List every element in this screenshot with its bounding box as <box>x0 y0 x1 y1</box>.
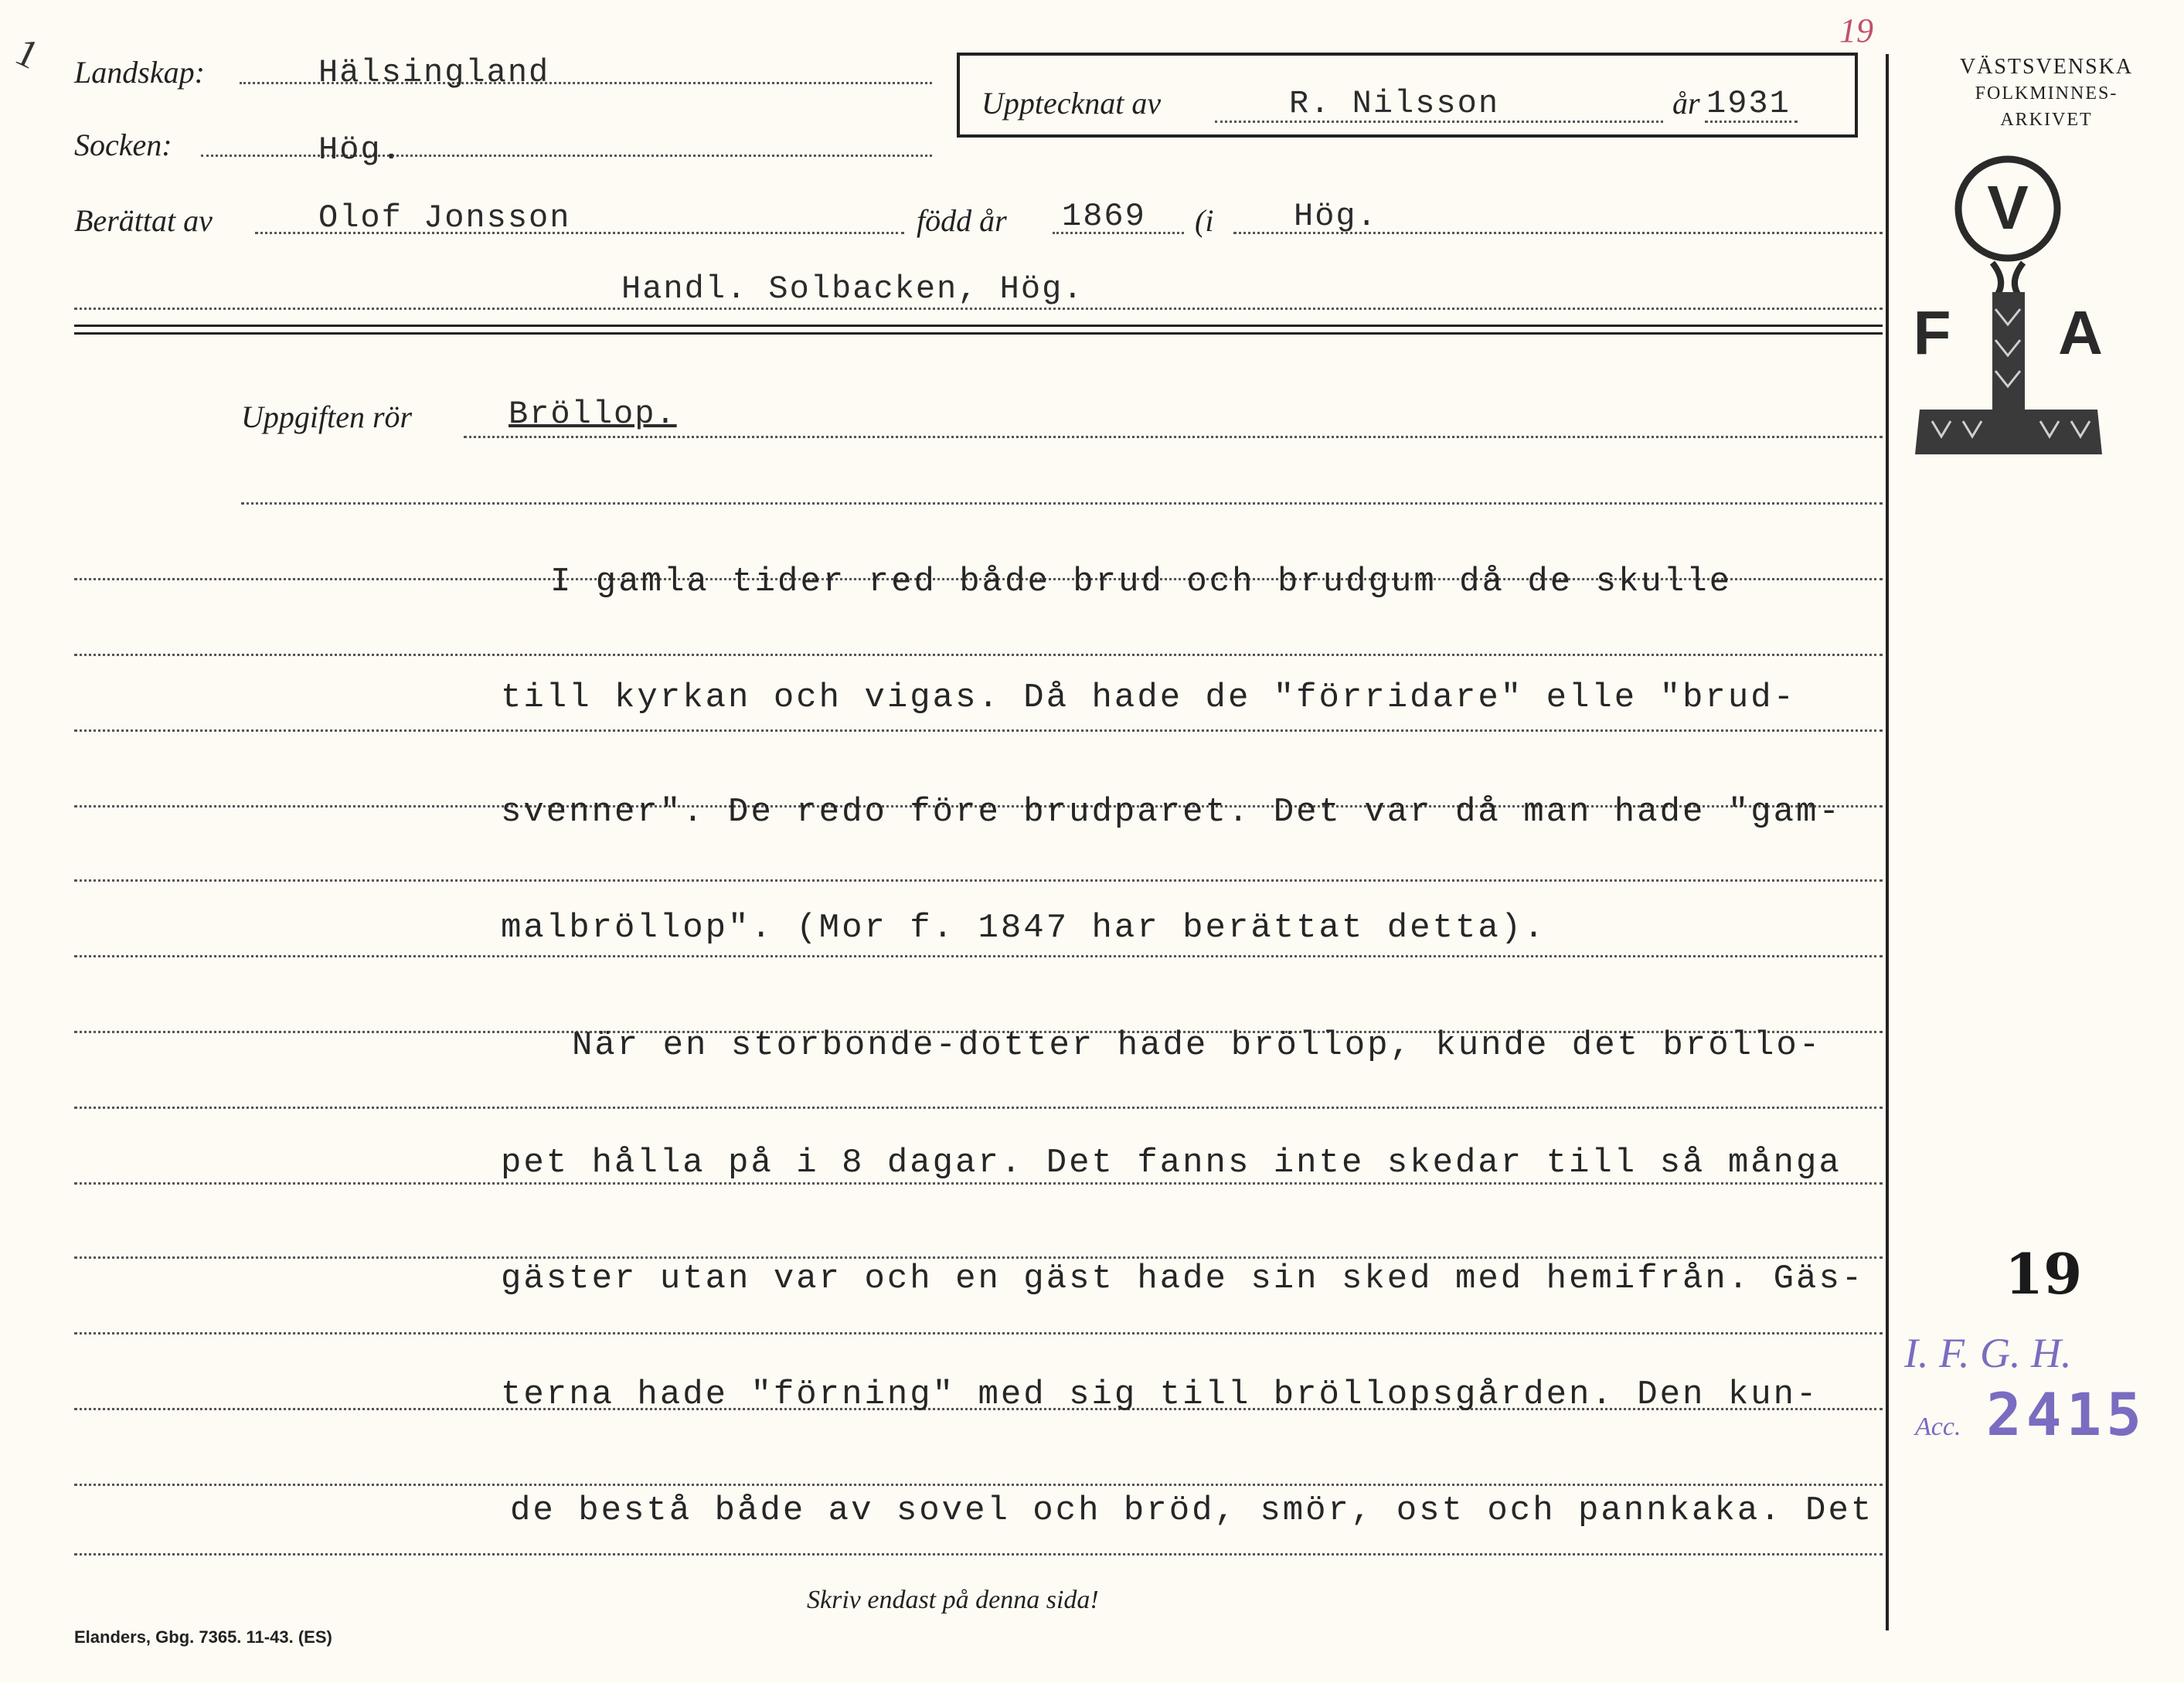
body-line: terna hade "förning" med sig till bröllopsgården. Den kun- <box>501 1375 1819 1414</box>
ruled-line <box>74 955 1883 957</box>
body-line: pet hålla på i 8 dagar. Det fanns inte skedar till så många <box>501 1144 1842 1182</box>
upptecknat-label: Upptecknat av <box>981 86 1162 121</box>
printer-imprint: Elanders, Gbg. 7365. 11-43. (ES) <box>74 1627 332 1647</box>
body-line: När en storbonde-dotter hade bröllop, kunde det bröllo- <box>572 1026 1822 1065</box>
logo-letter-v: V <box>1987 173 2029 242</box>
accession-prefix: Acc. <box>1915 1413 1961 1441</box>
ruled-line <box>74 1332 1883 1334</box>
archive-name-line: ARKIVET <box>2000 110 2093 130</box>
archive-name-line: FOLKMINNES- <box>1975 83 2118 104</box>
archive-name-line: VÄSTSVENSKA <box>1959 55 2134 79</box>
fodd-label: född år <box>917 203 1007 238</box>
ar-label: år <box>1672 86 1700 121</box>
archive-stamp: I. F. G. H. <box>1904 1330 2072 1376</box>
socken-label: Socken: <box>74 128 172 162</box>
accession-number: 2415 <box>1986 1380 2147 1449</box>
address-dotline <box>74 308 1883 310</box>
ruled-line <box>74 1182 1883 1185</box>
logo-letter-f: F <box>1913 298 1951 367</box>
sidebar-divider <box>1886 54 1889 1630</box>
address-value: Handl. Solbacken, Hög. <box>621 270 1084 308</box>
ruled-line <box>74 654 1883 656</box>
ruled-line <box>74 1553 1883 1556</box>
body-line: gäster utan var och en gäst hade sin sked med hemifrån. Gäs- <box>501 1260 1865 1298</box>
berattat-label: Berättat av <box>74 203 213 238</box>
page-number: 19 <box>2005 1241 2083 1307</box>
ruled-line <box>74 1484 1883 1486</box>
socken-dotline <box>201 155 932 157</box>
fodd-value: 1869 <box>1062 198 1146 235</box>
header-divider <box>74 325 1883 327</box>
vfa-hammer-logo <box>1909 155 2125 479</box>
body-line: de bestå både av sovel och bröd, smör, ost och pannkaka. Det <box>510 1491 1874 1530</box>
landskap-value: Hälsingland <box>318 54 550 91</box>
socken-value: Hög. <box>318 131 403 168</box>
logo-letter-a: A <box>2058 298 2103 367</box>
body-line: svenner". De redo före brudparet. Det var då man hade "gam- <box>501 793 1842 831</box>
footer-instruction: Skriv endast på denna sida! <box>807 1586 1099 1614</box>
ar-value: 1931 <box>1706 85 1791 122</box>
ruled-line <box>74 1107 1883 1109</box>
landskap-label: Landskap: <box>74 55 205 90</box>
subject-label: Uppgiften rör <box>241 400 413 434</box>
upptecknat-value: R. Nilsson <box>1289 85 1500 122</box>
body-line: till kyrkan och vigas. Då hade de "förridare" elle "brud- <box>501 678 1797 717</box>
header-divider-2 <box>74 332 1883 335</box>
berattat-value: Olof Jonsson <box>318 199 571 236</box>
corner-mark: 1 <box>9 29 46 78</box>
archive-name <box>1946 54 2147 133</box>
body-line: I gamla tider red både brud och brudgum då de skulle <box>550 563 1733 601</box>
ruled-line <box>74 879 1883 882</box>
i-value: Hög. <box>1294 198 1378 235</box>
corner-mark-right: 19 <box>1839 12 1873 49</box>
subject-dotline <box>464 436 1883 438</box>
subject-value: Bröllop. <box>509 396 677 433</box>
ruled-line <box>241 502 1883 505</box>
ruled-line <box>74 729 1883 732</box>
body-line: malbröllop". (Mor f. 1847 har berättat detta). <box>501 909 1546 947</box>
ruled-line <box>74 1256 1883 1259</box>
i-label: (i <box>1195 203 1214 238</box>
